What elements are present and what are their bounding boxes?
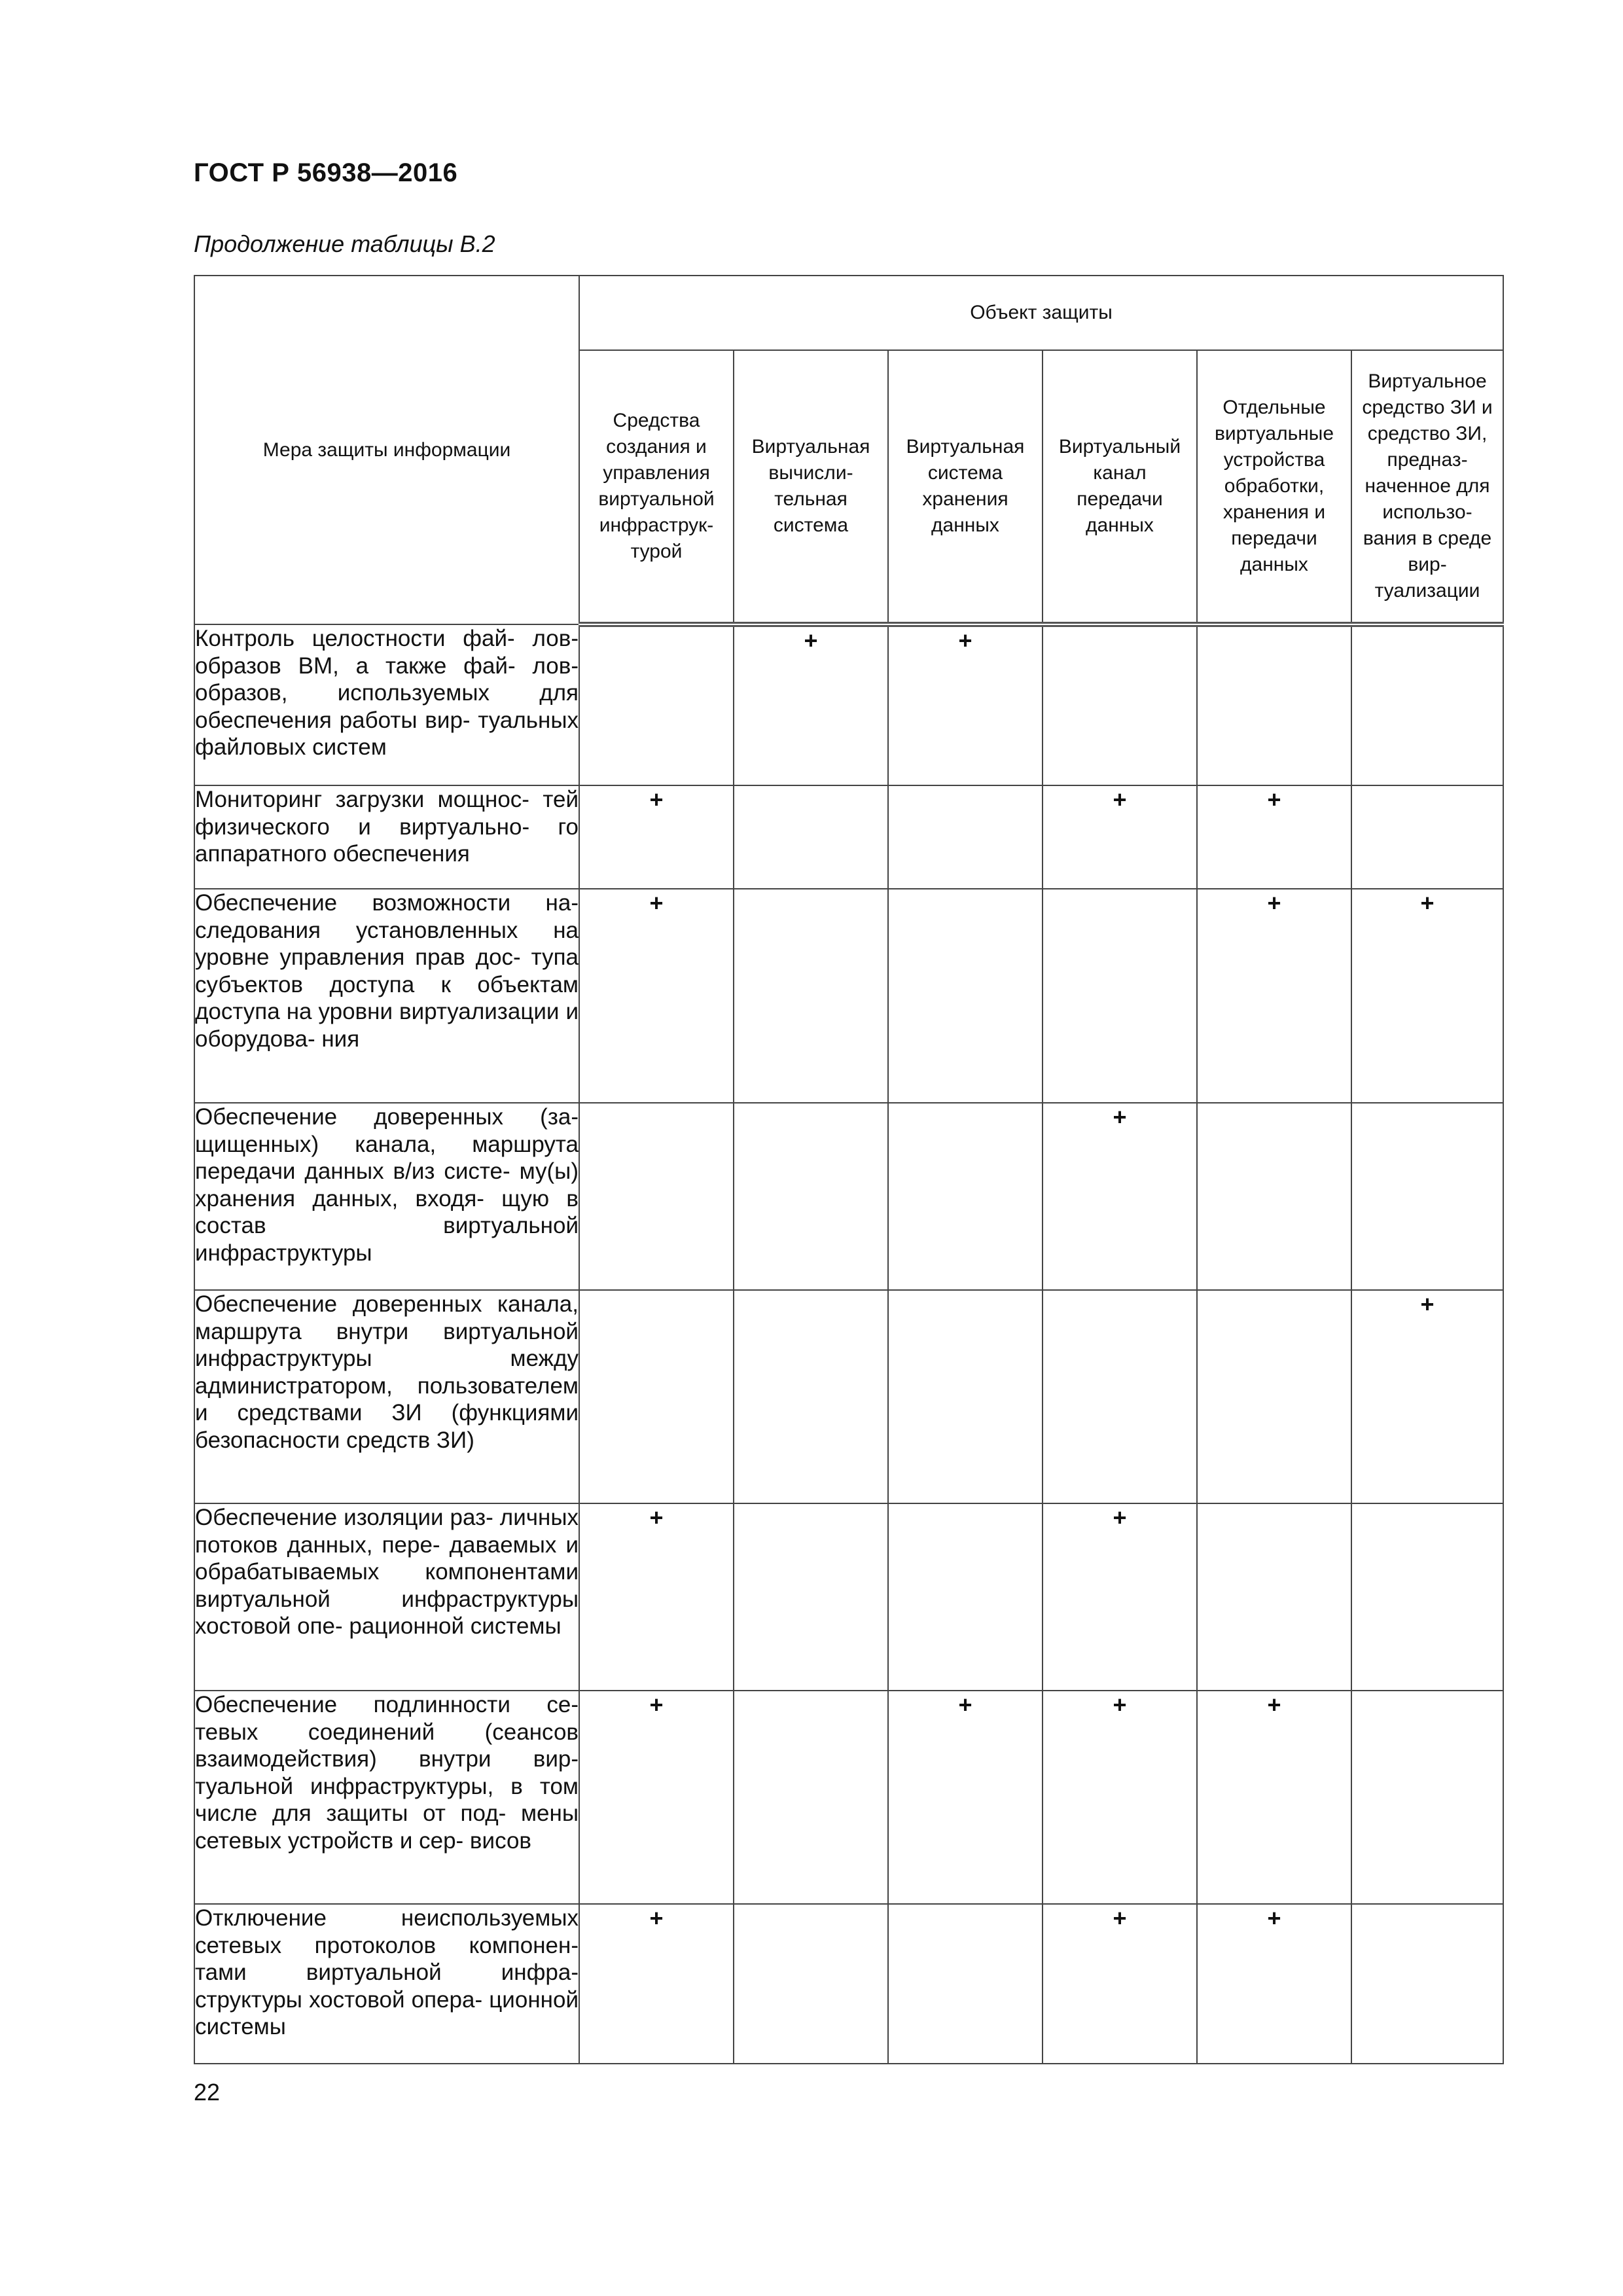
measure-cell: Мониторинг загрузки мощнос- тей физического и виртуально- го аппаратного обеспечения xyxy=(194,785,579,889)
measure-cell: Обеспечение подлинности се- тевых соединений (сеансов взаимодействия) внутри вир- туальной инфраструктуры, в том числе для защиты от под- мены сетевых устройств и сер- висов xyxy=(194,1691,579,1904)
table-body xyxy=(194,624,1503,2064)
mark-cell xyxy=(1197,1503,1351,1691)
mark-cell xyxy=(1351,1904,1503,2064)
table-row xyxy=(194,1691,1503,1904)
column-header-separate-virtual-devices: Отдельные виртуальные устройства обработки, хранения и передачи данных xyxy=(1197,350,1351,624)
mark-cell: + xyxy=(888,624,1043,785)
page-number: 22 xyxy=(194,2079,221,2106)
protection-object-group-header: Объект защиты xyxy=(579,276,1503,350)
mark-cell xyxy=(1351,785,1503,889)
mark-cell xyxy=(734,1290,888,1503)
column-header-virtual-computing-system: Виртуальная вычисли- тельная система xyxy=(734,350,888,624)
mark-cell xyxy=(1197,1103,1351,1290)
measure-cell: Отключение неиспользуемых сетевых протоколов компонен- тами виртуальной инфра- структуры хостовой опера- ционной системы xyxy=(194,1904,579,2064)
mark-cell: + xyxy=(1197,1691,1351,1904)
document-header: ГОСТ Р 56938—2016 xyxy=(194,158,458,187)
mark-cell xyxy=(888,785,1043,889)
table-row xyxy=(194,1503,1503,1691)
column-header-virtual-storage-system: Виртуальная система хранения данных xyxy=(888,350,1043,624)
measure-cell: Контроль целостности фай- лов-образов ВМ, а также фай- лов-образов, используемых для обеспечения работы вир- туальных файловых систем xyxy=(194,624,579,785)
mark-cell xyxy=(1351,1691,1503,1904)
mark-cell xyxy=(1197,624,1351,785)
measure-column-header: Мера защиты информации xyxy=(194,276,579,624)
mark-cell: + xyxy=(1043,1503,1197,1691)
table-row xyxy=(194,889,1503,1103)
mark-cell xyxy=(734,889,888,1103)
mark-cell: + xyxy=(1043,1904,1197,2064)
mark-cell xyxy=(579,1103,734,1290)
table-row xyxy=(194,785,1503,889)
mark-cell: + xyxy=(1043,1103,1197,1290)
mark-cell xyxy=(1197,1290,1351,1503)
measure-cell: Обеспечение доверенных (за- щищенных) канала, маршрута передачи данных в/из систе- му(ы) хранения данных, входя- щую в состав виртуальной инфраструктуры xyxy=(194,1103,579,1290)
table-row xyxy=(194,624,1503,785)
mark-cell xyxy=(579,1290,734,1503)
mark-cell: + xyxy=(1197,889,1351,1103)
mark-cell: + xyxy=(579,785,734,889)
mark-cell xyxy=(734,785,888,889)
column-header-virtual-channel: Виртуальный канал передачи данных xyxy=(1043,350,1197,624)
table-row xyxy=(194,1904,1503,2064)
table-caption: Продолжение таблицы В.2 xyxy=(194,230,495,257)
protection-measures-table xyxy=(194,275,1504,2064)
mark-cell xyxy=(888,889,1043,1103)
mark-cell xyxy=(1043,624,1197,785)
mark-cell xyxy=(1351,1103,1503,1290)
mark-cell xyxy=(1351,624,1503,785)
measure-cell: Обеспечение возможности на- следования установленных на уровне управления прав дос- тупа субъектов доступа к объектам доступа на уровни виртуализации и оборудова- ния xyxy=(194,889,579,1103)
mark-cell: + xyxy=(1351,1290,1503,1503)
mark-cell: + xyxy=(579,1904,734,2064)
mark-cell xyxy=(888,1904,1043,2064)
mark-cell xyxy=(734,1691,888,1904)
mark-cell: + xyxy=(579,1503,734,1691)
mark-cell: + xyxy=(579,889,734,1103)
mark-cell: + xyxy=(1351,889,1503,1103)
mark-cell: + xyxy=(888,1691,1043,1904)
mark-cell: + xyxy=(579,1691,734,1904)
table-row xyxy=(194,1103,1503,1290)
mark-cell xyxy=(1043,1290,1197,1503)
mark-cell xyxy=(734,1904,888,2064)
mark-cell: + xyxy=(1043,785,1197,889)
mark-cell: + xyxy=(1197,1904,1351,2064)
measure-cell: Обеспечение изоляции раз- личных потоков данных, пере- даваемых и обрабатываемых компонентами виртуальной инфраструктуры хостовой опе- рационной системы xyxy=(194,1503,579,1691)
mark-cell xyxy=(734,1503,888,1691)
mark-cell xyxy=(1351,1503,1503,1691)
mark-cell xyxy=(888,1503,1043,1691)
mark-cell: + xyxy=(734,624,888,785)
mark-cell xyxy=(1043,889,1197,1103)
mark-cell xyxy=(888,1290,1043,1503)
mark-cell xyxy=(888,1103,1043,1290)
measure-cell: Обеспечение доверенных канала, маршрута внутри виртуальной инфраструктуры между администратором, пользователем и средствами ЗИ (функциями безопасности средств ЗИ) xyxy=(194,1290,579,1503)
column-header-virtual-security-tool: Виртуальное средство ЗИ и средство ЗИ, предназ- наченное для использо- вания в среде вир- туализации xyxy=(1351,350,1503,624)
mark-cell xyxy=(579,624,734,785)
mark-cell xyxy=(734,1103,888,1290)
mark-cell: + xyxy=(1043,1691,1197,1904)
table-row xyxy=(194,1290,1503,1503)
mark-cell: + xyxy=(1197,785,1351,889)
column-header-management-tools: Средства создания и управления виртуальной инфраструк- турой xyxy=(579,350,734,624)
